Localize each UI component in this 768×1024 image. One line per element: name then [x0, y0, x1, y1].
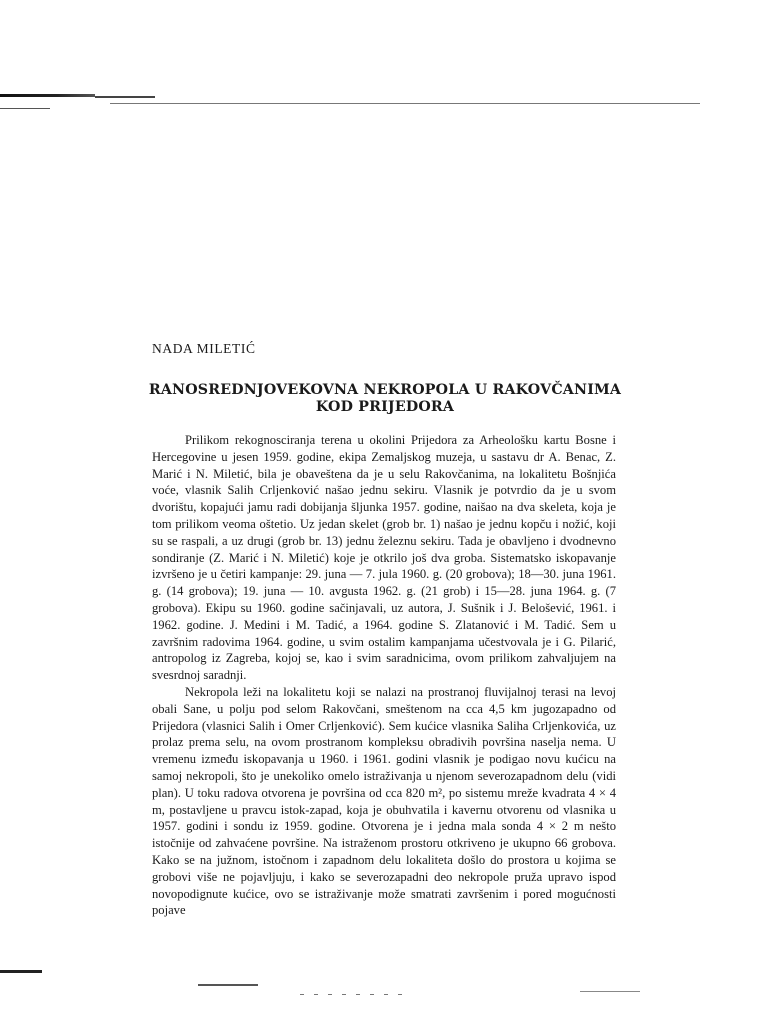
scan-edge-mark: [0, 970, 42, 973]
scan-edge-line: [300, 994, 410, 995]
article-title: [130, 382, 640, 416]
title-line-1: RANOSREDNJOVEKOVNA NEKROPOLA U RAKOVČANIMA: [148, 382, 622, 398]
scan-edge-mark: [0, 108, 50, 109]
scan-edge-mark: [95, 96, 155, 98]
body-paragraph: Prilikom rekognosciranja terena u okolini Prijedora za Arheološku kartu Bosne i Hercegovine u jesen 1959. godine, ekipa Zemaljskog muzeja, u sastavu dr A. Benac, Z. Marić i N. Miletić, bila je obaveštena da je u selu Rakovčanima, na lokalitetu Bošnjića voće, vlasnik Salih Crljenković našao jednu sekiru. Vlasnik je potvrdio da je u svom dvorištu, kopajući jamu radi dobijanja šljunka 1957. godine, naišao na dva skeleta, koja je tom prilikom veoma oštetio. Uz jedan skelet (grob br. 1) našao je jednu kopču i nožić, koji su se raspali, a uz drugi (grob br. 13) jednu železnu sekiru. Tada je obavljeno i dvodnevno sondiranje (Z. Marić i N. Miletić) koje je otkrilo još dva groba. Sistematsko iskopavanje izvršeno je u četiri kampanje: 29. juna — 7. jula 1960. g. (20 grobova); 18—30. juna 1961. g. (14 grobova); 19. juna — 10. avgusta 1962. g. (21 grob) i 15—28. juna 1964. g. (7 grobova). Ekipu su 1960. godine sačinjavali, uz autora, J. Sušnik i J. Belošević, 1961. i 1962. godine. J. Medini i M. Tadić, a 1964. godine S. Zlatanović i M. Tadić. Sem u završnim radovima 1964. godine, u svim ostalim kampanjama učestvovala je i G. Pilarić, antropolog iz Zagreba, kojoj se, kao i svim saradnicima, ovom prilikom zahvaljujem na svesrdnoj saradnji.: [152, 433, 616, 683]
title-line-2: KOD PRIJEDORA: [315, 399, 455, 415]
article-body: [152, 432, 616, 919]
scan-edge-mark: [198, 984, 258, 986]
scan-edge-line: [110, 103, 700, 104]
scan-edge-mark: [0, 94, 95, 97]
scan-edge-mark: [580, 991, 640, 992]
body-paragraph: Nekropola leži na lokalitetu koji se nalazi na prostranoj fluvijalnoj terasi na levoj obali Sane, u polju pod selom Rakovčani, smeštenom na cca 4,5 km jugozapadno od Prijedora (vlasnici Salih i Omer Crljenković). Sem kućice vlasnika Saliha Crljenkovića, uz prolaz prema selu, na ovom prostranom kompleksu obradivih površina naselja nema. U vremenu između iskopavanja u 1960. i 1961. godini vlasnik je podigao novu kućicu na samoj nekropoli, što je unekoliko omelo istraživanja u njenom severozapadnom delu (vidi plan). U toku radova otvorena je površina od cca 820 m², po sistemu mreže kvadrata 4 × 4 m, postavljene u pravcu istok-zapad, koja je obuhvatila i kavernu otvorenu od vlasnika u 1957. godini i sondu iz 1959. godine. Otvorena je i jedna mala sonda 4 × 2 m nešto istočnije od zahvaćene površine. Na istraženom prostoru otkriveno je ukupno 66 grobova. Kako se na južnom, istočnom i zapadnom delu lokaliteta došlo do prostora u kojima se grobovi više ne pojavljuju, i kako se severozapadni deo nekropole pruža upravo ispod novopodignute kućice, ovo se istraživanje može smatrati završenim i pored mogućnosti pojave: [152, 684, 616, 918]
author-name: NADA MILETIĆ: [152, 341, 256, 356]
